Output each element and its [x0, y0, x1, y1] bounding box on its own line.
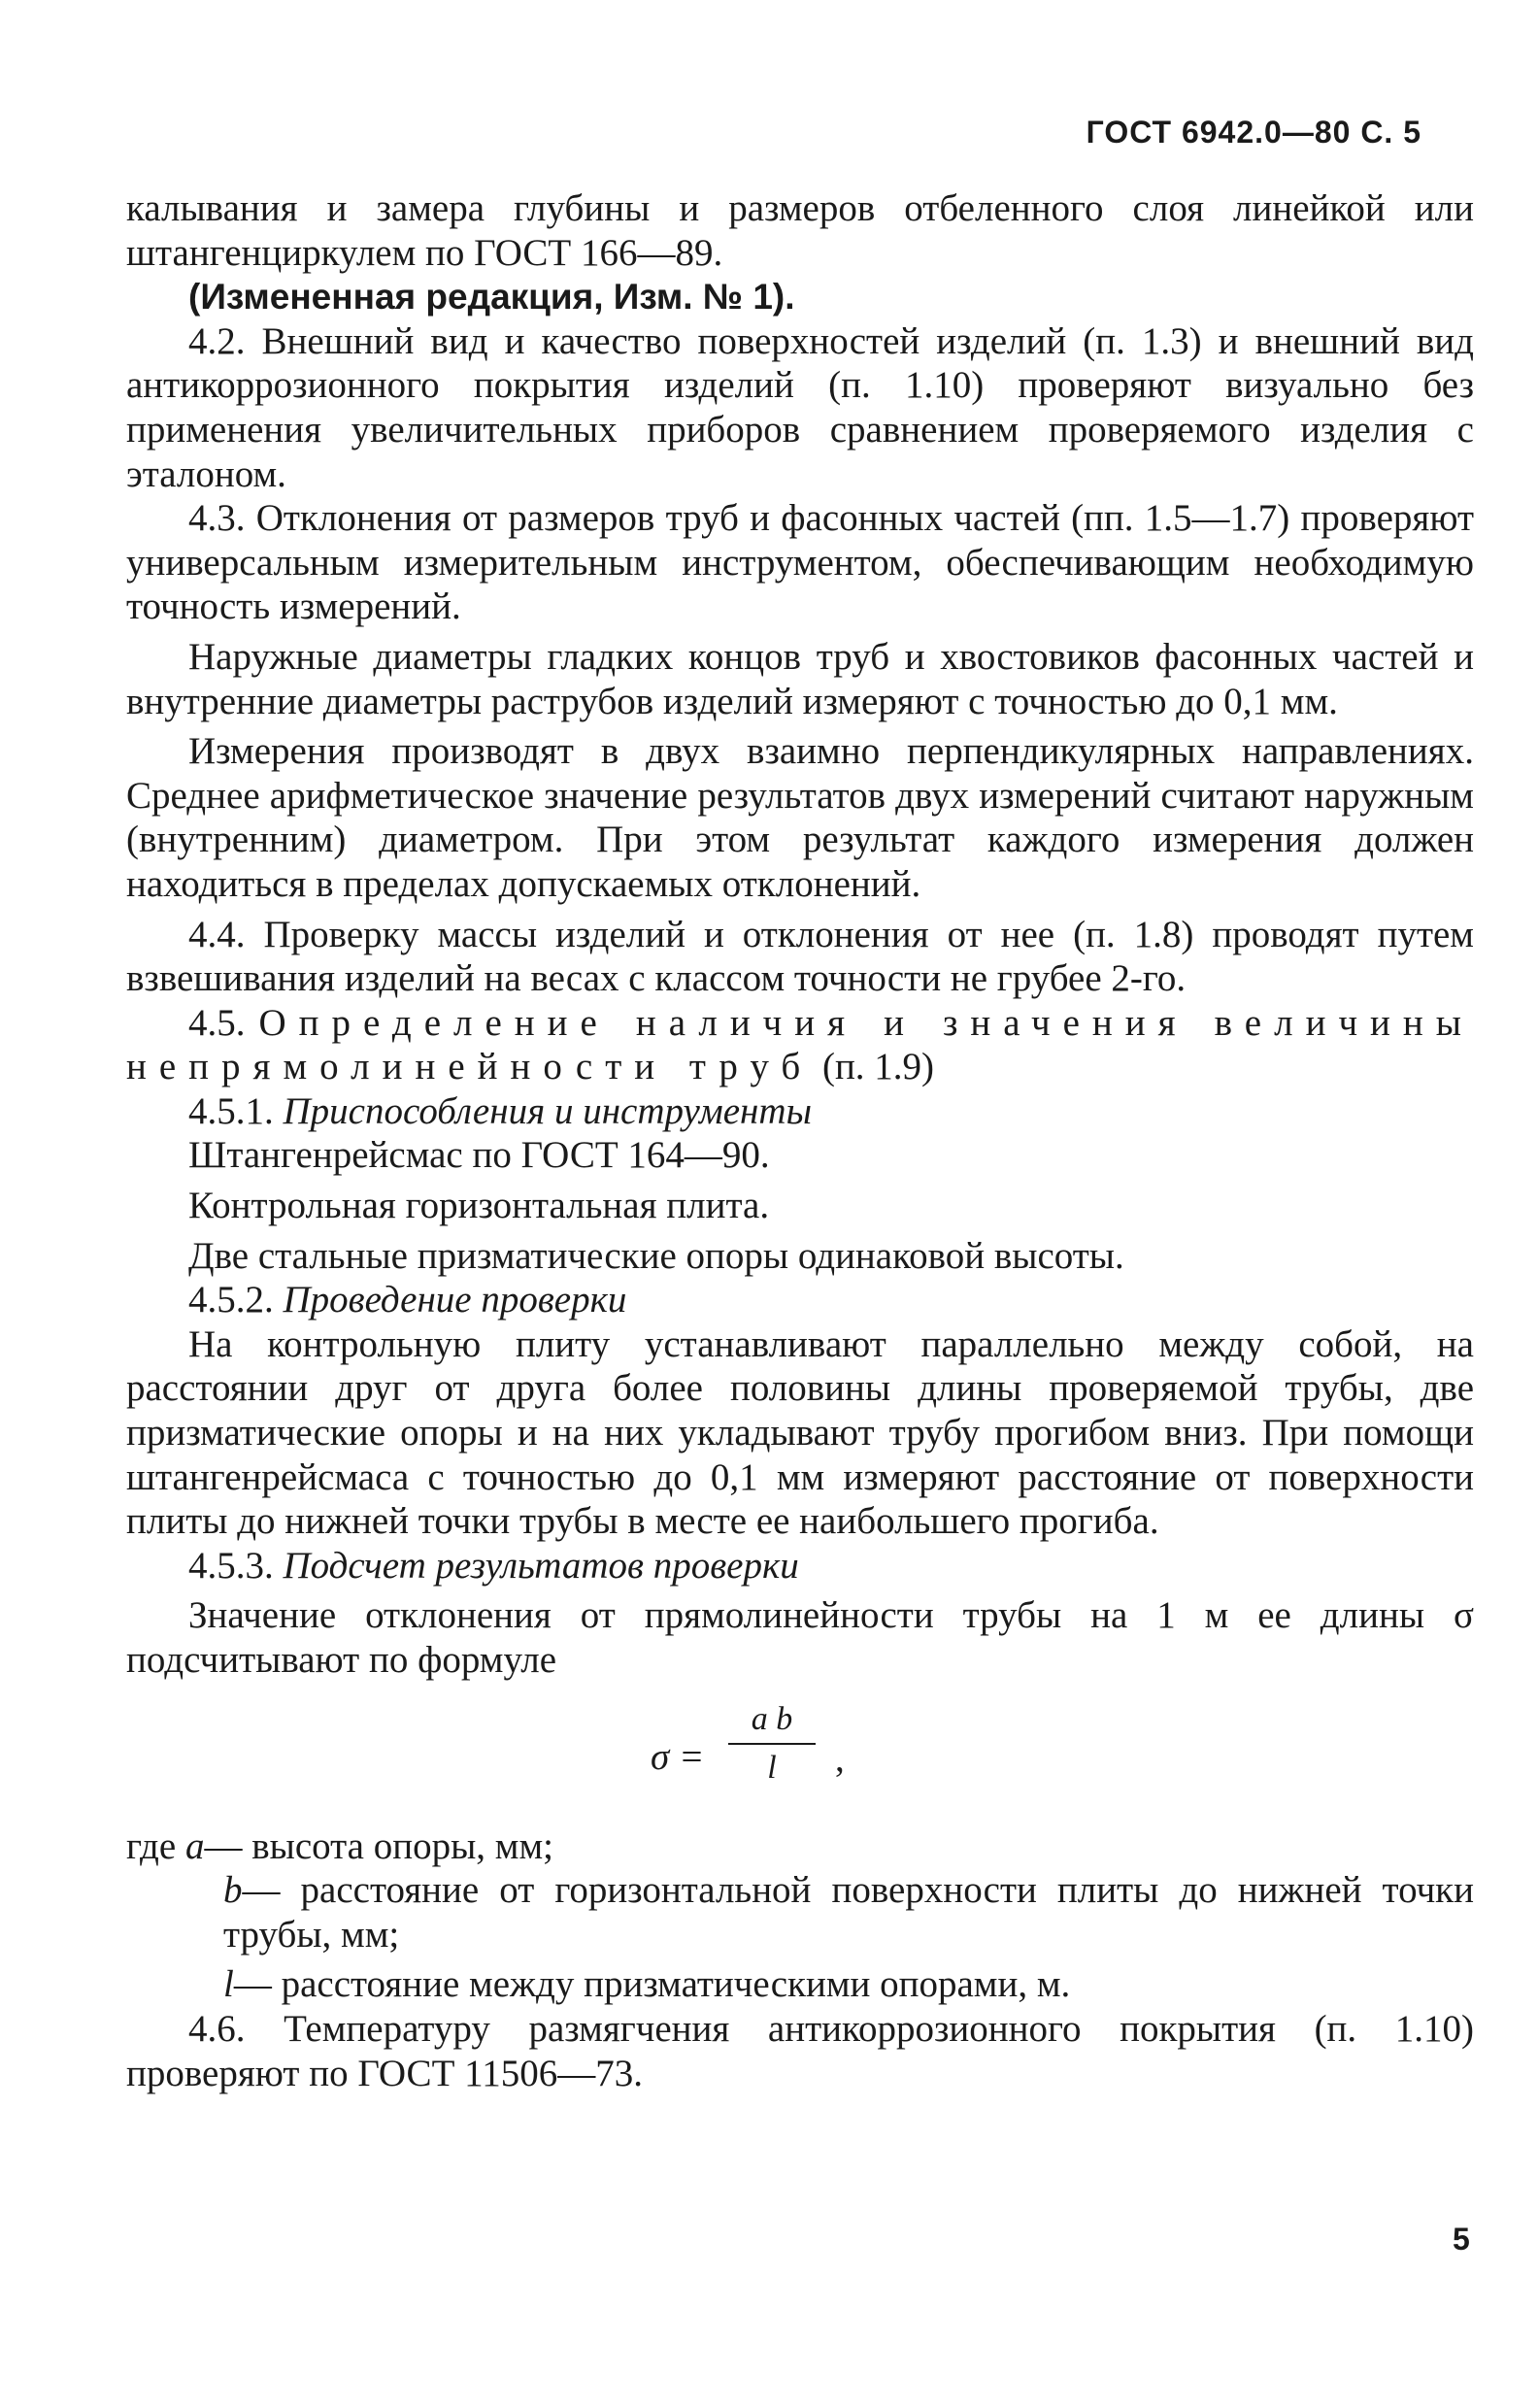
- edition-note: [126, 275, 1474, 319]
- page-header: ГОСТ 6942.0—80 С. 5: [1086, 115, 1421, 150]
- paragraph-4-3: 4.3. Отклонения от размеров труб и фасонных частей (пп. 1.5—1.7) проверяют универсальным измерительным инструментом, обеспечивающим необходимую точность измерений.: [126, 497, 1474, 628]
- legend-text: — расстояние между призматическими опорами, м.: [233, 1963, 1071, 2006]
- legend-symbol: a: [184, 1824, 205, 1867]
- legend-lead: где: [126, 1824, 177, 1867]
- subsection-title: Приспособления и инструменты: [283, 1089, 812, 1132]
- subsection-4-5-2-heading: [126, 1278, 1474, 1322]
- paragraph: калывания и замера глубины и размеров отбеленного слоя линейкой или штангенциркулем по ГОСТ 166—89.: [126, 187, 1474, 274]
- subsection-number: 4.5.1.: [188, 1089, 274, 1132]
- subsection-4-5-1-heading: [126, 1089, 1474, 1134]
- formula-comma: ,: [835, 1737, 845, 1780]
- paragraph-4-4: 4.4. Проверку массы изделий и отклонения от нее (п. 1.8) проводят путем взвешивания изделий на весах с классом точности не грубее 2-го.: [126, 913, 1474, 1000]
- legend-symbol: b: [223, 1869, 243, 1912]
- legend-l: [126, 1962, 1474, 2007]
- instrument-item: Штангенрейсмас по ГОСТ 164—90.: [188, 1134, 770, 1177]
- paragraph: На контрольную плиту устанавливают параллельно между собой, на расстоянии друг от друга более половины длины проверяемой трубы, две призматические опоры и на них укладывают трубу прогибом вниз. При помощи штангенрейсмаса с точностью до 0,1 мм измеряют расстояние от поверхности плиты до нижней точки трубы в месте ее наибольшего прогиба.: [126, 1322, 1474, 1543]
- instrument-item: Две стальные призматические опоры одинаковой высоты.: [188, 1234, 1124, 1277]
- formula-numerator: a b: [751, 1700, 793, 1737]
- subsection-title: Подсчет результатов проверки: [283, 1544, 799, 1587]
- paragraph: Значение отклонения от прямолинейности трубы на 1 м ее длины σ подсчитывают по формуле: [126, 1594, 1474, 1681]
- section-4-5-heading: [126, 1001, 1474, 1089]
- fraction-bar: [728, 1743, 816, 1745]
- instrument-item: Контрольная горизонтальная плита.: [188, 1185, 770, 1227]
- subsection-number: 4.5.3.: [188, 1544, 274, 1587]
- subsection-number: 4.5.2.: [188, 1279, 274, 1321]
- formula-lhs: σ =: [651, 1735, 705, 1778]
- page-number: 5: [1453, 2222, 1470, 2257]
- legend-symbol: l: [223, 1963, 234, 2006]
- formula-fraction: [728, 1700, 816, 1788]
- subsection-title: Проведение проверки: [283, 1279, 627, 1321]
- paragraph-4-6: 4.6. Температуру размягчения антикоррозионного покрытия (п. 1.10) проверяют по ГОСТ 11506—73.: [126, 2007, 1474, 2094]
- section-title: Определение наличия и значения величины непрямолинейности труб: [126, 1001, 1475, 1088]
- legend-b: [126, 1868, 1474, 1956]
- legend-a: [126, 1824, 1474, 1869]
- section-number: 4.5.: [188, 1001, 246, 1044]
- legend-text: — высота опоры, мм;: [204, 1824, 553, 1867]
- document-body: [126, 186, 1474, 2095]
- subsection-4-5-3-heading: [126, 1544, 1474, 1589]
- edition-note-text: (Измененная редакция, Изм. № 1).: [188, 277, 795, 318]
- legend-text: — расстояние от горизонтальной поверхности плиты до нижней точки трубы, мм;: [223, 1869, 1474, 1956]
- formula: [126, 1700, 1474, 1817]
- formula-denominator: l: [767, 1749, 777, 1786]
- section-ref: (п. 1.9): [821, 1046, 935, 1088]
- paragraph: Измерения производят в двух взаимно перпендикулярных направлениях. Среднее арифметическое значение результатов двух измерений считают наружным (внутренним) диаметром. При этом результат каждого измерения должен находиться в пределах допускаемых отклонений.: [126, 730, 1474, 905]
- paragraph-4-2: 4.2. Внешний вид и качество поверхностей изделий (п. 1.3) и внешний вид антикоррозионного покрытия изделий (п. 1.10) проверяют визуально без применения увеличительных приборов сравнением проверяемого изделия с эталоном.: [126, 319, 1474, 495]
- paragraph: Наружные диаметры гладких концов труб и хвостовиков фасонных частей и внутренние диаметры раструбов изделий измеряют с точностью до 0,1 мм.: [126, 635, 1474, 722]
